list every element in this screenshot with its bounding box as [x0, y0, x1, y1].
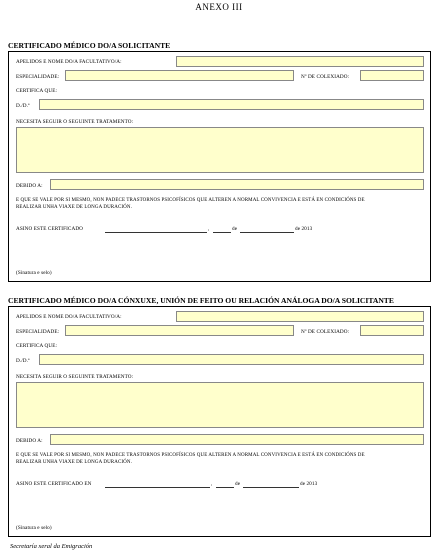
- apelidos-field[interactable]: [176, 56, 424, 67]
- especialidade-field[interactable]: [65, 325, 294, 336]
- colexiado-label: Nº DE COLEXIADO:: [301, 74, 350, 80]
- certifica-label: CERTIFICA QUE:: [16, 343, 58, 349]
- debido-field[interactable]: [50, 434, 424, 445]
- especialidade-label: ESPECIALIDADE:: [16, 74, 60, 80]
- footer-text: Secretaría xeral da Emigración: [10, 543, 93, 550]
- colexiado-field[interactable]: [360, 70, 424, 81]
- tratamento-field[interactable]: [16, 382, 424, 428]
- tratamento-label: NECESITA SEGUIR O SEGUINTE TRATAMENTO:: [16, 119, 134, 125]
- statement-line-1: E QUE SE VALE POR SI MESMO, NON PADECE TRASTORNOS PSICOFÍSICOS QUE ALTEREN A NORMAL CONVIVENCIA E ESTÁ EN CONDICIÓNS DE: [16, 198, 365, 203]
- annex-title: ANEXO III: [195, 2, 243, 12]
- colexiado-label: Nº DE COLEXIADO:: [301, 329, 350, 335]
- debido-label: DEBIDO A:: [16, 438, 43, 444]
- month-line[interactable]: [243, 487, 299, 488]
- day-line[interactable]: [213, 232, 231, 233]
- section-2-form: [8, 306, 431, 537]
- especialidade-field[interactable]: [65, 70, 294, 81]
- especialidade-label: ESPECIALIDADE:: [16, 329, 60, 335]
- certifica-label: CERTIFICA QUE:: [16, 88, 58, 94]
- dni-label: D./D.ª: [16, 103, 30, 109]
- section-1-title: CERTIFICADO MÉDICO DO/A SOLICITANTE: [8, 41, 171, 50]
- statement-line-2: REALIZAR UNHA VIAXE DE LONGA DURACIÓN.: [16, 460, 132, 465]
- debido-field[interactable]: [50, 179, 424, 190]
- apelidos-label: APELIDOS E NOME DO/A FACULTATIVO/A:: [16, 59, 122, 65]
- apelidos-field[interactable]: [176, 311, 424, 322]
- tratamento-label: NECESITA SEGUIR O SEGUINTE TRATAMENTO:: [16, 374, 134, 380]
- colexiado-field[interactable]: [360, 325, 424, 336]
- year-label: de 2013: [295, 226, 313, 232]
- sinatura-label: (Sinatura e selo): [16, 525, 52, 531]
- debido-label: DEBIDO A:: [16, 183, 43, 189]
- de-label: de: [232, 226, 238, 232]
- dni-field[interactable]: [39, 354, 424, 365]
- statement-line-1: E QUE SE VALE POR SI MESMO, NON PADECE TRASTORNOS PSICOFÍSICOS QUE ALTEREN A NORMAL CONVIVENCIA E ESTÁ EN CONDICIÓNS DE: [16, 453, 365, 458]
- month-line[interactable]: [240, 232, 294, 233]
- dni-field[interactable]: [39, 99, 424, 110]
- comma: ,: [211, 481, 213, 487]
- dni-label: D./D.ª: [16, 358, 30, 364]
- statement-line-2: REALIZAR UNHA VIAXE DE LONGA DURACIÓN.: [16, 205, 132, 210]
- comma: ,: [208, 226, 210, 232]
- section-1-form: [8, 51, 431, 282]
- year-label: de 2013: [300, 481, 318, 487]
- asino-label: ASINO ESTE CERTIFICADO: [16, 226, 84, 232]
- asino-label: ASINO ESTE CERTIFICADO EN: [16, 481, 92, 487]
- tratamento-field[interactable]: [16, 127, 424, 173]
- apelidos-label: APELIDOS E NOME DO/A FACULTATIVO/A:: [16, 314, 122, 320]
- day-line[interactable]: [216, 487, 234, 488]
- section-2-title: CERTIFICADO MÉDICO DO/A CÓNXUXE, UNIÓN DE FEITO OU RELACIÓN ANÁLOGA DO/A SOLICITANTE: [8, 296, 394, 305]
- de-label: de: [235, 481, 241, 487]
- place-line[interactable]: [105, 232, 207, 233]
- place-line[interactable]: [105, 487, 210, 488]
- sinatura-label: (Sinatura e selo): [16, 270, 52, 276]
